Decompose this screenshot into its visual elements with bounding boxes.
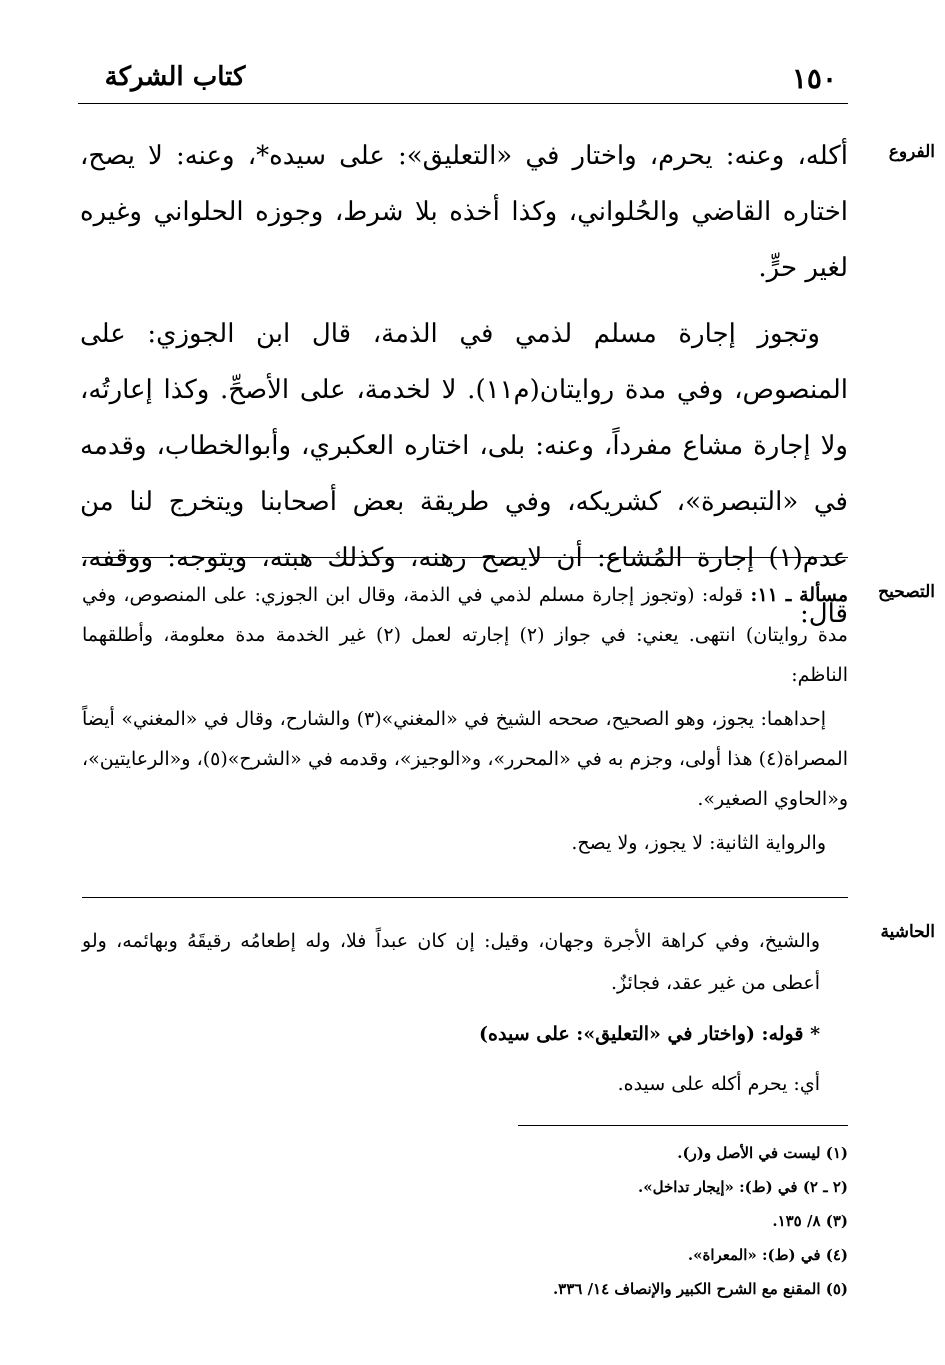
header-divider [78, 103, 848, 104]
footnote-item: (٢ ـ ٢) في (ط): «إيجار تداخل». [638, 1178, 848, 1196]
tashih-section [82, 575, 848, 863]
tashih-paragraph-2: إحداهما: يجوز، وهو الصحيح، صححه الشيخ في «المغني»(٣) والشارح، وقال في «المغني» أيضاً المصراة(٤) هذا أولى، وجزم به في «المحرر»، و«الوجيز»، وقدمه في «الشرح»(٥)، و«الرعايتين»، و«الحاوي الصغير». [82, 708, 848, 810]
footnote-item: (١) ليست في الأصل و(ر). [677, 1144, 848, 1162]
footnote-item: (٣) ٨/ ١٣٥. [772, 1212, 848, 1230]
furu-label: الفروع [888, 142, 935, 162]
footnotes [400, 1136, 848, 1306]
mas-ala-heading: مسألة ـ ١١: [750, 584, 849, 606]
furu-section [80, 128, 848, 642]
furu-paragraph-2: وتجوز إجارة مسلم لذمي في الذمة، قال ابن الجوزي: على المنصوص، وفي مدة روايتان(م١١). لا لخدمة، على الأصحِّ. وكذا إعارتُه، ولا إجارة مشاع مفرداً، وعنه: بلى، اختاره العكبري، وأبوالخطاب، وقدمه في «التبصرة»، كشريكه، وفي طريقة بعض أصحابنا ويتخرج لنا من عدم(١) إجارة المُشاع: أن لايصح رهنه، وكذلك هبته، ويتوجه: ووقفه، قال: [80, 319, 848, 629]
footnote-divider [518, 1125, 848, 1126]
hashiya-paragraph-3: أي: يحرم أكله على سيده. [617, 1073, 820, 1095]
tashih-paragraph-1 [82, 575, 848, 695]
tashih-label: التصحيح [878, 582, 935, 602]
page-number: ١٥٠ [791, 62, 837, 95]
hashiya-section [82, 920, 820, 1106]
section-divider [82, 897, 848, 898]
book-title: كتاب الشركة [104, 62, 246, 92]
hashiya-paragraph-1: والشيخ، وفي كراهة الأجرة وجهان، وقيل: إن كان عبداً فلا، وله إطعامُه رقيقَهُ وبهائمه، ولو أعطى من غير عقد، فجائزٌ. [82, 930, 820, 994]
furu-paragraph-1: أكله، وعنه: يحرم، واختار في «التعليق»: على سيده*، وعنه: لا يصح، اختاره القاضي والحُلواني، وكذا أخذه بلا شرط، وجوزه الحلواني وغيره لغير حرٍّ. [80, 141, 848, 283]
footnote-item: (٥) المقنع مع الشرح الكبير والإنصاف ١٤/ ٣٣٦. [552, 1280, 848, 1298]
tashih-paragraph-1-text: قوله: (وتجوز إجارة مسلم لذمي في الذمة، وقال ابن الجوزي: على المنصوص، وفي مدة روايتان) انتهى. يعني: في جواز (٢) إجارته لعمل (٢) غير الخدمة مدة معلومة، وأطلقهما الناظم: [82, 584, 848, 686]
footnote-item: (٤) في (ط): «المعراة». [687, 1246, 848, 1264]
hashiya-quote: * قوله: (واختار في «التعليق»: على سيده) [479, 1023, 820, 1045]
tashih-paragraph-3: والرواية الثانية: لا يجوز، ولا يصح. [571, 832, 826, 854]
section-divider [82, 557, 848, 558]
hashiya-label: الحاشية [880, 922, 935, 942]
